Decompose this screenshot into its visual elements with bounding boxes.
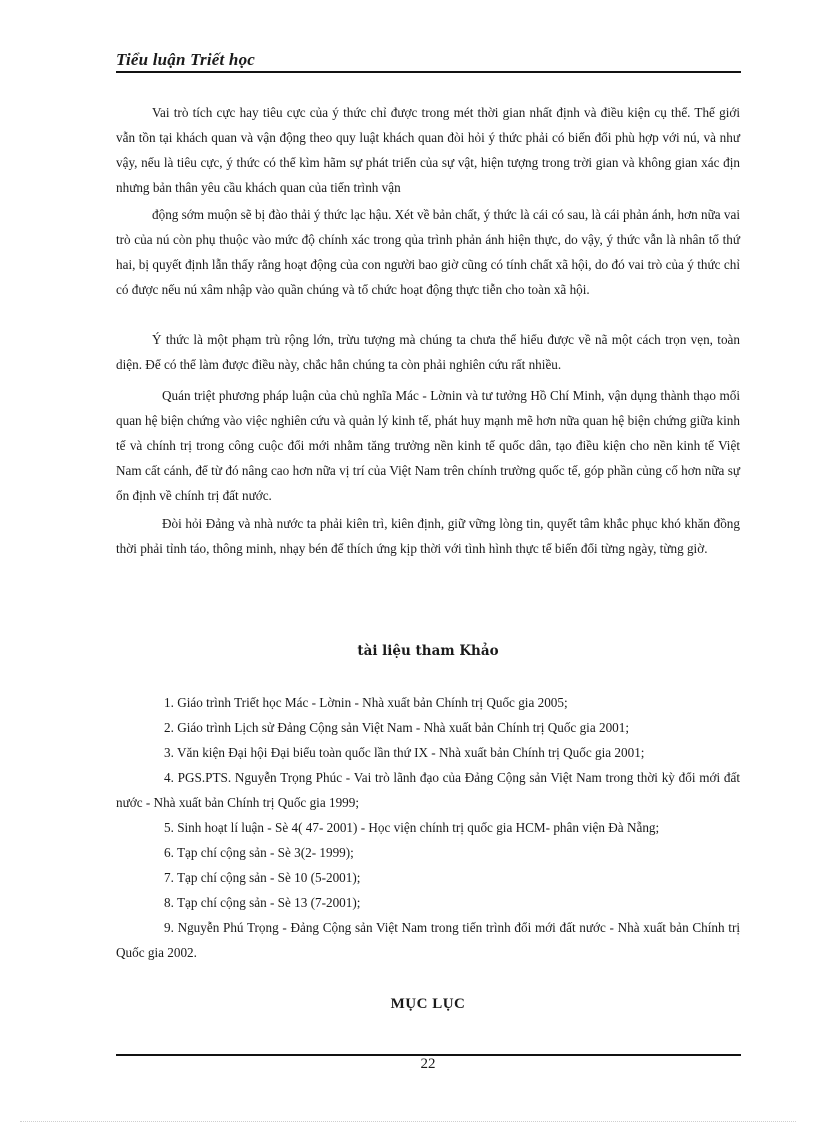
reference-item: 6. Tạp chí cộng sản - Sè 3(2- 1999);: [164, 845, 354, 860]
toc-heading: MỤC LỤC: [390, 996, 466, 1012]
reference-item: 8. Tạp chí cộng sản - Sè 13 (7-2001);: [164, 895, 361, 910]
references-list: [116, 690, 740, 965]
body-paragraph-2: động sớm muộn sẽ bị đào thải ý thức lạc hậu. Xét về bản chất, ý thức là cái có sau, là cái phản ánh, hơn nữa vai trò của nú còn phụ thuộc vào mức độ chính xác trong qủa trình phản ánh hiện thực, do vậy, ý thức vẫn là nhân tố thứ hai, bị quyết định lẫn thấy rằng hoạt động của con người bao giờ cũng có tính chất xã hội, do đó vai trò của ý thức chỉ có được nếu nú xâm nhập vào quần chúng và tổ chức hoạt động thực tiễn cho toàn xã hội.: [116, 207, 740, 297]
body-paragraph-5: Đòi hỏi Đảng và nhà nước ta phải kiên trì, kiên định, giữ vững lòng tin, quyết tâm khắc phục khó khăn đồng thời phải tỉnh táo, thông minh, nhạy bén để thích ứng kịp thời với tình hình thực tế biến đổi từng ngày, từng giờ.: [116, 516, 740, 556]
body-paragraph-3: Ý thức là một phạm trù rộng lớn, trừu tượng mà chúng ta chưa thể hiểu được về nã một cách trọn vẹn, toàn diện. Để có thể làm được điều này, chắc hẳn chúng ta còn phải nghiên cứu rất nhiều.: [116, 332, 740, 372]
reference-item: 3. Văn kiện Đại hội Đại biểu toàn quốc lần thứ IX - Nhà xuất bản Chính trị Quốc gia 2001;: [164, 745, 645, 760]
header-rule: [116, 71, 741, 73]
page-bottom-border: [20, 1121, 796, 1122]
reference-item: 9. Nguyễn Phú Trọng - Đảng Cộng sản Việt Nam trong tiến trình đổi mới đất nước - Nhà xuất bản Chính trị Quốc gia 2002.: [116, 920, 740, 960]
references-heading: tài liệu tham Khảo: [357, 643, 499, 659]
reference-item: 2. Giáo trình Lịch sử Đảng Cộng sản Việt Nam - Nhà xuất bản Chính trị Quốc gia 2001;: [164, 720, 630, 735]
page-number: 22: [420, 1056, 436, 1072]
body-paragraph-4: Quán triệt phương pháp luận của chủ nghĩa Mác - Lờnin và tư tưởng Hồ Chí Minh, vận dụng thành thạo mối quan hệ biện chứng vào việc nghiên cứu và quản lý kinh tế, phát huy mạnh mẽ hơn nữa quan hệ biện chứng giữa kinh tế và chính trị trong công cuộc đổi mới nhằm tăng trưởng nền kinh tế quốc dân, tạo điều kiện cho nền kinh tế Việt Nam cất cánh, để từ đó nâng cao hơn nữa vị trí của Việt Nam trên chính trường quốc tế, góp phần củng cố hơn nữa sự ổn định về chính trị đất nước.: [116, 388, 740, 503]
reference-item: 4. PGS.PTS. Nguyễn Trọng Phúc - Vai trò lãnh đạo của Đảng Cộng sản Việt Nam trong thời kỳ đổi mới đất nước - Nhà xuất bản Chính trị Quốc gia 1999;: [116, 770, 740, 810]
header-title: Tiểu luận Triết học: [116, 50, 256, 69]
body-paragraph-1: Vai trò tích cực hay tiêu cực của ý thức chỉ được trong mét thời gian nhất định và điều kiện cụ thể. Thế giới vẫn tồn tại khách quan và vận động theo quy luật khách quan đòi hỏi ý thức phải có biến đổi phù hợp với nú, và như vậy, nếu là tiêu cực, ý thức có thể kìm hãm sự phát triển của sự vật, hiện tượng trong trời gian và không gian xác địn nhưng bản thân yêu cầu khách quan của tiến trình vận: [116, 105, 740, 195]
reference-item: 5. Sinh hoạt lí luận - Sè 4( 47- 2001) - Học viện chính trị quốc gia HCM- phân viện Đà Nẵng;: [164, 820, 660, 835]
reference-item: 7. Tạp chí cộng sản - Sè 10 (5-2001);: [164, 870, 361, 885]
reference-item: 1. Giáo trình Triết học Mác - Lờnin - Nhà xuất bản Chính trị Quốc gia 2005;: [164, 695, 568, 710]
